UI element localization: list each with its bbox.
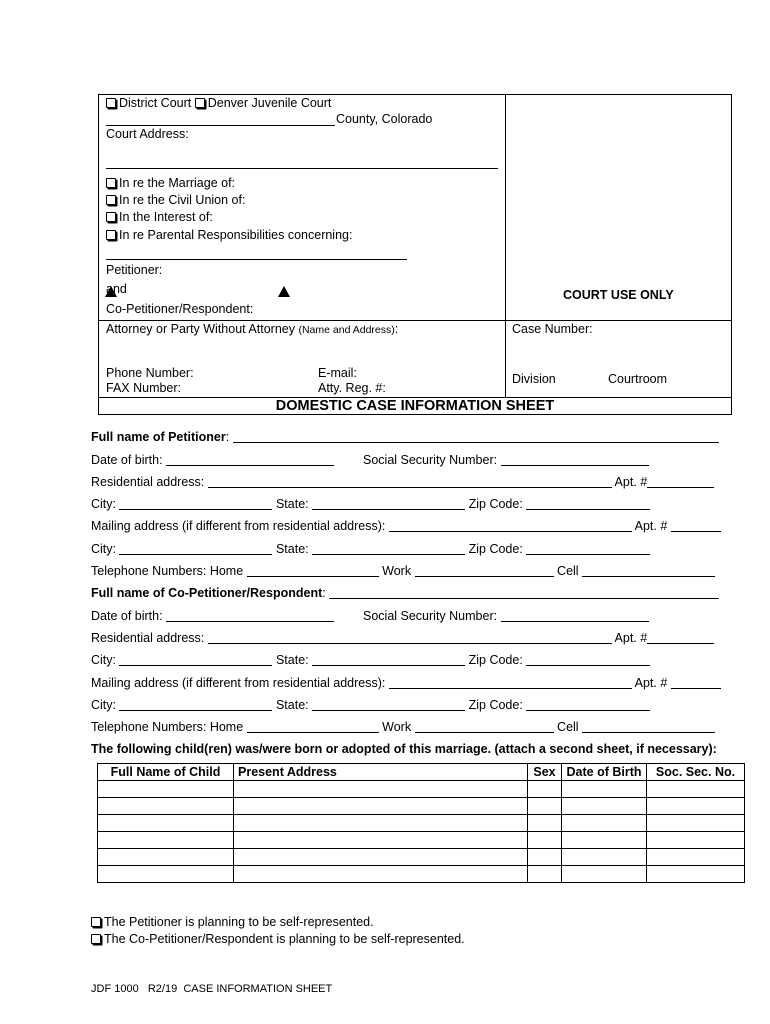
petitioner-phone-row [91,564,715,578]
copet-city-label: City: [91,653,116,667]
in-re-parental-label: In re Parental Responsibilities concerning: [119,228,353,242]
petitioner-city-label: City: [91,497,116,511]
fax-number-label: FAX Number: [106,381,182,395]
copet-mailing-apt-field[interactable] [671,676,721,689]
petitioner-mailing-row [91,519,721,533]
checkbox-denver-juvenile-court[interactable] [195,98,205,108]
child-name-cell[interactable] [98,815,234,832]
copet-zip2-label: Zip Code: [468,698,523,712]
copet-residential-row [91,631,714,645]
copet-state2-field[interactable] [312,698,465,711]
self-rep-petitioner [91,915,374,929]
checkbox-marriage[interactable] [106,178,116,188]
in-re-interest-label: In the Interest of: [119,210,213,224]
table-row [98,815,745,832]
case-number-label: Case Number: [512,322,593,336]
copet-zip2-field[interactable] [526,698,650,711]
copet-mailing-apt-label: Apt. # [634,676,668,690]
children-intro: The following child(ren) was/were born or adopted of this marriage. (attach a second sheet, if necessary): [91,742,717,756]
caption-separator [98,320,732,321]
header-ssn: Soc. Sec. No. [647,764,745,781]
courtroom-label: Courtroom [608,372,668,386]
petitioner-city2-row [91,542,650,556]
child-name-cell[interactable] [98,849,234,866]
child-address-cell[interactable] [234,781,528,798]
petitioner-state2-field[interactable] [312,542,465,555]
copet-full-name-row [91,586,719,600]
child-ssn-cell[interactable] [647,849,745,866]
child-address-cell[interactable] [234,866,528,883]
child-name-cell[interactable] [98,866,234,883]
petitioner-mailing-label: Mailing address (if different from residential address): [91,519,386,533]
petitioner-dob-row [91,453,334,467]
petitioner-home-label: Telephone Numbers: Home [91,564,244,578]
district-court-label: District Court [119,96,192,110]
copet-full-name-label: Full name of Co-Petitioner/Respondent [91,586,323,600]
petitioner-dob-field[interactable] [166,453,334,466]
copet-city2-row [91,698,650,712]
table-row [98,866,745,883]
court-use-only: COURT USE ONLY [563,288,674,302]
petitioner-city2-label: City: [91,542,116,556]
petitioner-mailing-field[interactable] [389,519,632,532]
petitioner-city-field[interactable] [119,497,272,510]
child-sex-cell[interactable] [528,781,562,798]
triangle-right-icon [278,286,290,297]
phone-number-label: Phone Number: [106,366,194,380]
child-dob-cell[interactable] [562,815,647,832]
petitioner-full-name-colon: : [225,430,230,444]
petitioner-full-name-row [91,430,719,444]
denver-juvenile-court-label: Denver Juvenile Court [207,96,332,110]
petitioner-zip-label: Zip Code: [468,497,523,511]
co-petitioner-label: Co-Petitioner/Respondent: [106,302,254,316]
petitioner-city-row [91,497,650,511]
copet-residential-field[interactable] [208,631,612,644]
court-address-field[interactable] [106,168,498,169]
footer: JDF 1000 R2/19 CASE INFORMATION SHEET [91,983,333,995]
table-row [98,832,745,849]
checkbox-co-petitioner-self-rep[interactable] [91,934,101,944]
child-ssn-cell[interactable] [647,866,745,883]
petitioner-mailing-apt-field[interactable] [671,519,721,532]
attorney-line [106,322,398,336]
petitioner-city2-field[interactable] [119,542,272,555]
copet-mailing-field[interactable] [389,676,632,689]
child-ssn-cell[interactable] [647,815,745,832]
petitioner-ssn-field[interactable] [501,453,649,466]
child-dob-cell[interactable] [562,832,647,849]
attorney-label: Attorney or Party Without Attorney [106,322,295,336]
form-title: DOMESTIC CASE INFORMATION SHEET [275,398,555,414]
child-address-cell[interactable] [234,832,528,849]
copet-ssn-row [363,609,649,623]
checkbox-district-court[interactable] [106,98,116,108]
petitioner-mailing-apt-label: Apt. # [634,519,668,533]
table-row [98,781,745,798]
checkbox-civil-union[interactable] [106,195,116,205]
copet-home-label: Telephone Numbers: Home [91,720,244,734]
child-ssn-cell[interactable] [647,798,745,815]
copet-mailing-row [91,676,721,690]
and-label: and [106,282,127,296]
copet-dob-field[interactable] [166,609,334,622]
petitioner-residential-row [91,475,714,489]
court-address-label: Court Address: [106,127,189,141]
checkbox-parental[interactable] [106,230,116,240]
header-full-name: Full Name of Child [98,764,234,781]
petitioner-work-label: Work [382,564,412,578]
in-re-parental [106,228,352,242]
attorney-note: (Name and Address) [298,324,395,336]
copet-state-label: State: [275,653,309,667]
email-label: E-mail: [318,366,357,380]
petitioner-cell-label: Cell [557,564,579,578]
triangle-left-icon [105,286,117,297]
copet-state-field[interactable] [312,653,465,666]
caption-divider [505,94,506,397]
copet-cell-label: Cell [557,720,579,734]
child-dob-cell[interactable] [562,798,647,815]
checkbox-petitioner-self-rep[interactable] [91,917,101,927]
in-re-interest [106,210,213,224]
petitioner-cell-field[interactable] [582,564,715,577]
court-options [106,96,331,110]
copet-cell-field[interactable] [582,720,715,733]
petitioner-full-name-field[interactable] [233,430,719,443]
child-sex-cell[interactable] [528,849,562,866]
copet-city-field[interactable] [119,653,272,666]
child-name-cell[interactable] [98,798,234,815]
copet-city2-label: City: [91,698,116,712]
header-present-address: Present Address [234,764,528,781]
copet-dob-label: Date of birth: [91,609,163,623]
petitioner-work-field[interactable] [415,564,554,577]
in-re-marriage-label: In re the Marriage of: [119,176,236,190]
copet-work-field[interactable] [415,720,554,733]
petitioner-zip-field[interactable] [526,497,650,510]
petitioner-home-field[interactable] [247,564,379,577]
copet-zip-label: Zip Code: [468,653,523,667]
child-dob-cell[interactable] [562,866,647,883]
child-sex-cell[interactable] [528,815,562,832]
self-rep-co-petitioner-label: The Co-Petitioner/Respondent is planning to be self-represented. [104,932,465,946]
child-address-cell[interactable] [234,815,528,832]
in-re-civil-union [106,193,245,207]
copet-residential-label: Residential address: [91,631,205,645]
self-rep-co-petitioner [91,932,465,946]
table-row [98,798,745,815]
child-name-cell[interactable] [98,832,234,849]
copet-ssn-label: Social Security Number: [363,609,498,623]
copet-full-name-field[interactable] [329,586,719,599]
in-re-name-field[interactable] [106,259,407,260]
copet-mailing-label: Mailing address (if different from residential address): [91,676,386,690]
atty-reg-label: Atty. Reg. #: [318,381,386,395]
county-suffix: County, Colorado [336,112,433,126]
copet-state2-label: State: [275,698,309,712]
checkbox-interest[interactable] [106,212,116,222]
copet-dob-row [91,609,334,623]
self-rep-petitioner-label: The Petitioner is planning to be self-represented. [104,915,374,929]
child-sex-cell[interactable] [528,832,562,849]
petitioner-ssn-row [363,453,649,467]
child-ssn-cell[interactable] [647,832,745,849]
petitioner-ssn-label: Social Security Number: [363,453,498,467]
child-dob-cell[interactable] [562,849,647,866]
copet-city2-field[interactable] [119,698,272,711]
county-field[interactable] [106,125,335,126]
copet-full-name-colon: : [322,586,326,600]
copet-work-label: Work [382,720,412,734]
copet-phone-row [91,720,715,734]
children-table [97,763,745,883]
table-row [98,849,745,866]
copet-zip-field[interactable] [526,653,650,666]
petitioner-full-name-label: Full name of Petitioner [91,430,226,444]
petitioner-zip2-label: Zip Code: [468,542,523,556]
copet-apt-label: Apt. # [614,631,648,645]
child-sex-cell[interactable] [528,798,562,815]
petitioner-zip2-field[interactable] [526,542,650,555]
in-re-civil-union-label: In re the Civil Union of: [119,193,246,207]
petitioner-state2-label: State: [275,542,309,556]
copet-apt-field[interactable] [647,631,714,644]
copet-home-field[interactable] [247,720,379,733]
division-label: Division [512,372,556,386]
petitioner-apt-field[interactable] [647,475,714,488]
attorney-colon: : [394,322,399,336]
petitioner-residential-label: Residential address: [91,475,205,489]
petitioner-dob-label: Date of birth: [91,453,163,467]
copet-ssn-field[interactable] [501,609,649,622]
petitioner-state-label: State: [275,497,309,511]
child-dob-cell[interactable] [562,781,647,798]
child-name-cell[interactable] [98,781,234,798]
child-address-cell[interactable] [234,798,528,815]
child-ssn-cell[interactable] [647,781,745,798]
header-sex: Sex [528,764,562,781]
in-re-marriage [106,176,235,190]
copet-city-row [91,653,650,667]
petitioner-apt-label: Apt. # [614,475,648,489]
child-address-cell[interactable] [234,849,528,866]
petitioner-label: Petitioner: [106,263,163,277]
children-header-row [98,764,745,781]
petitioner-state-field[interactable] [312,497,465,510]
child-sex-cell[interactable] [528,866,562,883]
petitioner-residential-field[interactable] [208,475,612,488]
header-dob: Date of Birth [562,764,647,781]
